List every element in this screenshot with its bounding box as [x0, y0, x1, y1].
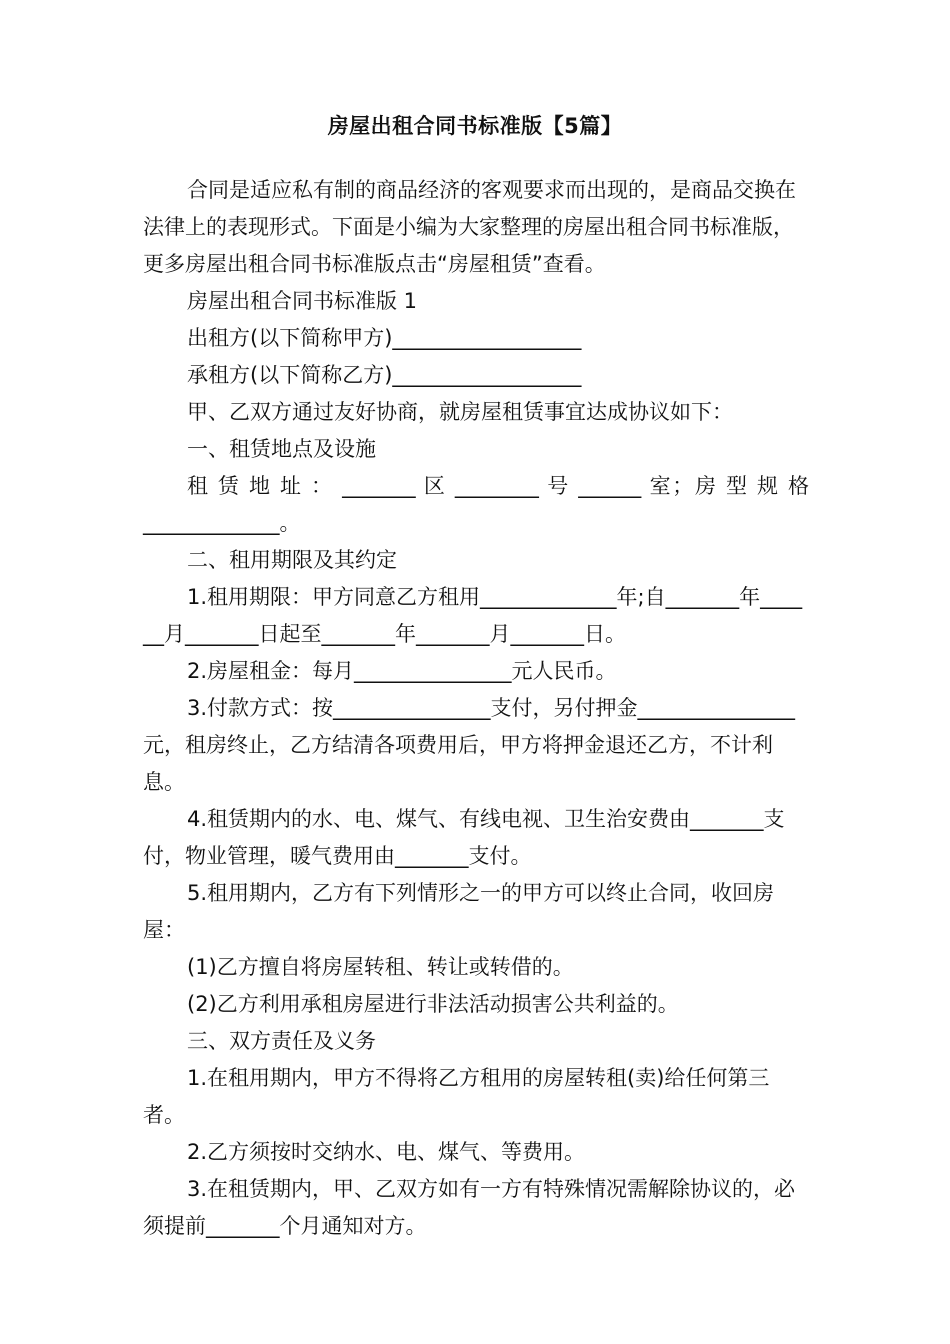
clause-rental-term: 1.租用期限：甲方同意乙方租用_____________年;自_______年______月_______日起至_______年_______月_______日。 — [143, 585, 803, 646]
document-title: 房屋出租合同书标准版【5篇】 — [327, 114, 623, 138]
section-heading-version-1: 房屋出租合同书标准版 1 — [187, 289, 418, 313]
termination-case-1: (1)乙方擅自将房屋转租、转让或转借的。 — [187, 955, 574, 979]
intro-paragraph: 合同是适应私有制的商品经济的客观要求而出现的，是商品交换在法律上的表现形式。下面是小编为大家整理的房屋出租合同书标准版，更多房屋出租合同书标准版点击“房屋租赁”查看。 — [143, 178, 796, 276]
duty-3: 3.在租赁期内，甲、乙双方如有一方有特殊情况需解除协议的，必须提前_______个月通知对方。 — [143, 1177, 796, 1238]
clause-payment: 3.付款方式：按_______________支付，另付押金_______________元，租房终止，乙方结清各项费用后，甲方将押金退还乙方，不计利息。 — [143, 696, 796, 794]
clause-rent: 2.房屋租金：每月_______________元人民币。 — [187, 659, 617, 683]
rental-address-line: 租 赁 地 址 ： _______ 区 ________ 号 ______ 室；房 型 规 格 — [187, 474, 809, 498]
document-body — [143, 172, 809, 1245]
clause-heading-2: 二、租用期限及其约定 — [187, 548, 397, 572]
clause-utilities: 4.租赁期内的水、电、煤气、有线电视、卫生治安费由_______支付，物业管理，暖气费用由_______支付。 — [143, 807, 785, 868]
rental-address-continuation: _____________。 — [143, 511, 301, 535]
duty-1: 1.在租用期内，甲方不得将乙方租用的房屋转租(卖)给任何第三者。 — [143, 1066, 770, 1127]
clause-heading-1: 一、租赁地点及设施 — [187, 437, 376, 461]
agreement-intro: 甲、乙双方通过友好协商，就房屋租赁事宜达成协议如下： — [187, 400, 733, 424]
lessee-line: 承租方(以下简称乙方)__________________ — [187, 363, 582, 387]
clause-heading-3: 三、双方责任及义务 — [187, 1029, 376, 1053]
termination-case-2: (2)乙方利用承租房屋进行非法活动损害公共利益的。 — [187, 992, 679, 1016]
duty-2: 2.乙方须按时交纳水、电、煤气、等费用。 — [187, 1140, 586, 1164]
clause-termination: 5.租用期内，乙方有下列情形之一的甲方可以终止合同，收回房屋： — [143, 881, 775, 942]
lessor-line: 出租方(以下简称甲方)__________________ — [187, 326, 582, 350]
